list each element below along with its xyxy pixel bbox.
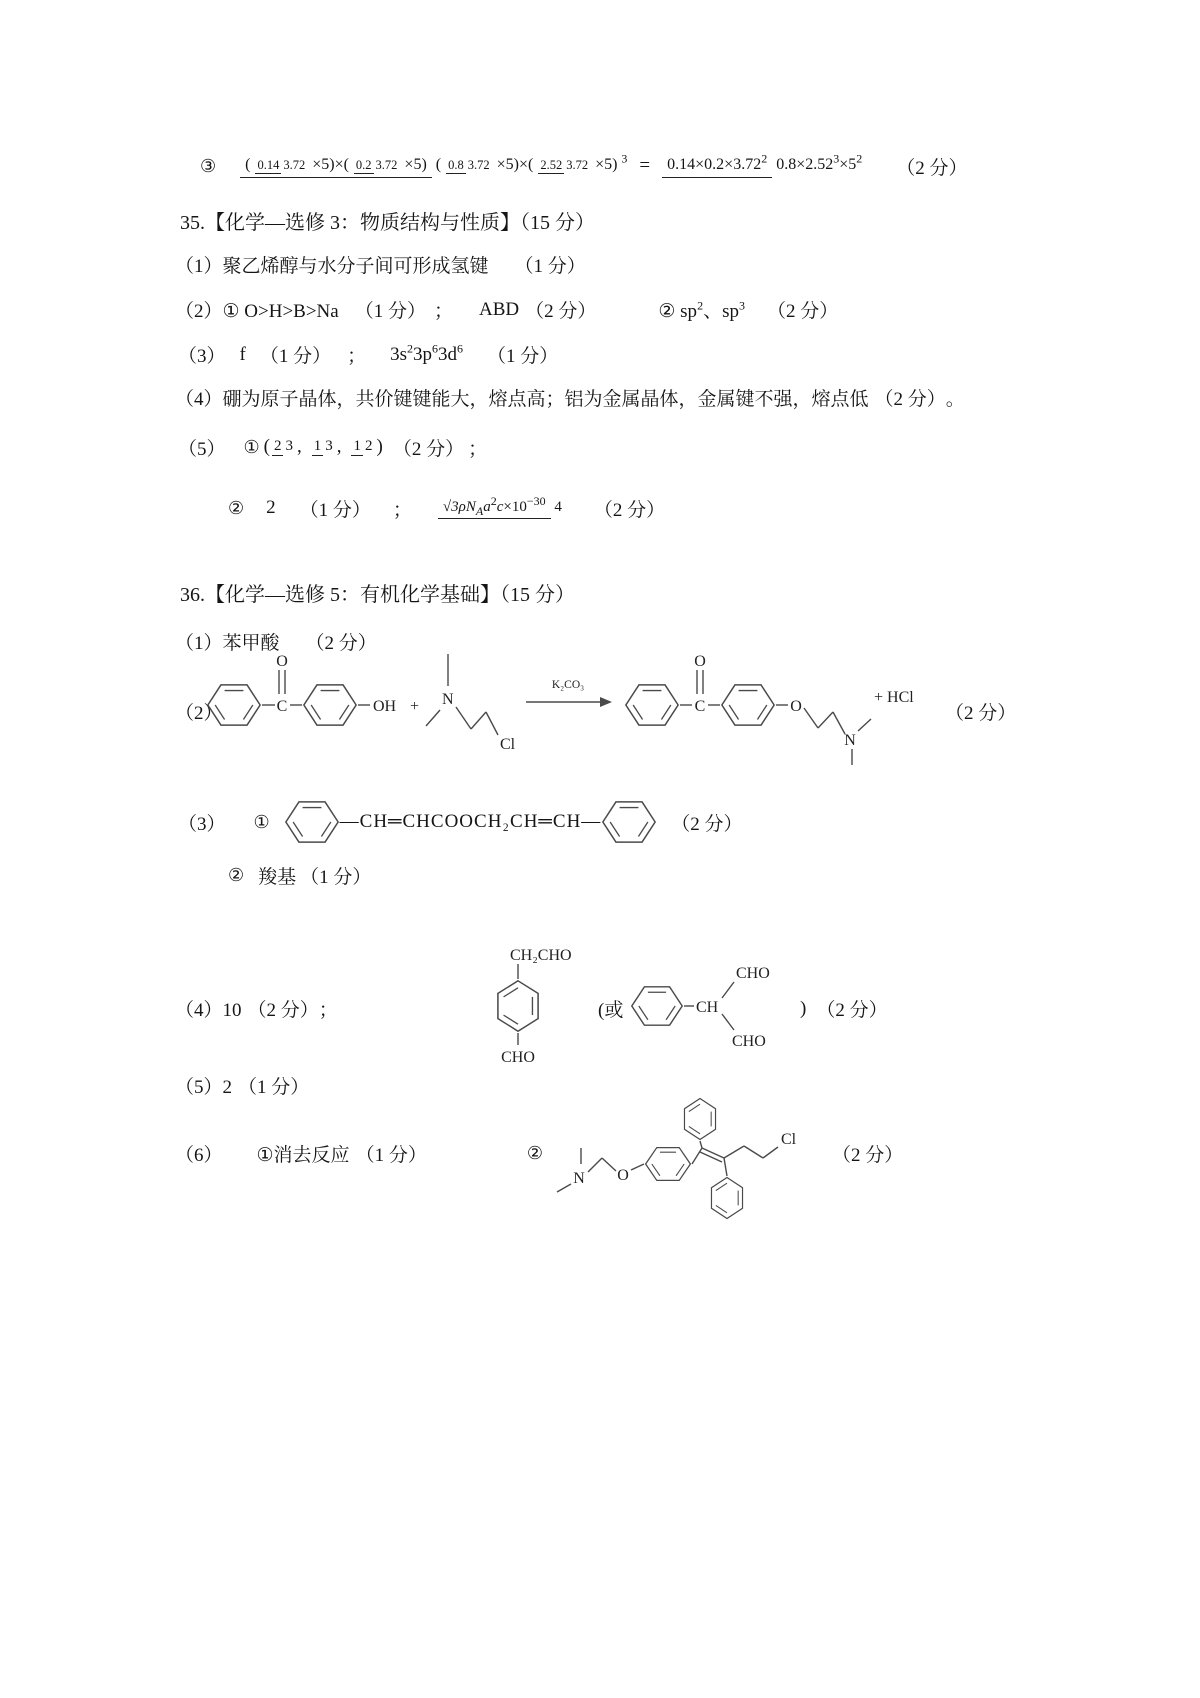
answer-text-sp: ② $sp^2$、$sp^3$ <box>658 298 745 322</box>
ether-oxygen-label: O <box>617 1167 629 1184</box>
product-nitrogen-label: N <box>844 732 856 749</box>
benzene-ring-right <box>601 800 657 844</box>
comma: , <box>336 436 342 457</box>
separator: ； <box>318 1000 338 1021</box>
separator: ； <box>433 301 453 322</box>
or-close-text: ) <box>800 997 807 1019</box>
score-badge: （1 分） <box>259 346 332 367</box>
separator: ； <box>468 438 488 460</box>
score-36-6 <box>832 1140 903 1167</box>
rhs-num: 0.14×0.2×3.72 <box>667 156 762 174</box>
paren-close: ) <box>376 436 383 457</box>
score-badge: （2 分） <box>392 438 465 460</box>
score-badge: （2 分） <box>874 389 946 410</box>
answer-line-35-3 <box>178 341 558 368</box>
answer-text: （1）苯甲酸 <box>175 633 280 654</box>
ester-chain-text: —CH═CHCOOCH₂CH═CH— <box>339 811 602 832</box>
title-text: 36.【化学—选修 5：有机化学基础】（15 分） <box>180 584 575 606</box>
small-fraction: 2.52 3.72 <box>540 158 589 173</box>
item-label: （5） <box>178 438 226 460</box>
score-badge: （2 分） <box>671 813 743 835</box>
period: 。 <box>945 389 965 410</box>
answer-line-36-5 <box>175 1072 309 1099</box>
lhs-den-end: ×5) <box>595 156 618 174</box>
score-badge: （2 分） <box>766 301 839 322</box>
answer-line-35-2 <box>175 296 838 323</box>
item-number-3: ③ <box>200 155 217 177</box>
density-formula-fraction: $√3\rho N_Aa^2c\times 10^{-30}$ 4 <box>438 497 562 519</box>
score-badge: （2 分） <box>525 301 597 322</box>
coord-fraction: 2 3 <box>273 438 293 455</box>
product-skeleton <box>626 670 871 765</box>
item-label: （2） <box>175 703 223 724</box>
answer-line-34-3 <box>200 126 968 206</box>
score-badge: （2 分） <box>896 157 968 179</box>
lhs-den-mid: ×5)×( <box>496 156 534 174</box>
small-fraction: 0.2 3.72 <box>355 158 398 173</box>
tamoxifen-skeleton <box>557 1098 778 1218</box>
sub-item-2: ② <box>526 1143 543 1164</box>
sub-item-2: ② <box>228 497 245 519</box>
reaction-arrow <box>526 697 612 707</box>
structure-b-svg <box>630 948 795 1060</box>
answer-text: （4）10 <box>175 1000 242 1021</box>
answer-line-35-5a <box>178 424 487 470</box>
separator: ； <box>392 499 412 521</box>
structure-a-skeleton <box>498 964 538 1045</box>
carbonyl-oxygen-label: O <box>276 653 288 670</box>
score-badge: （1 分） <box>300 867 372 888</box>
comma: , <box>296 436 302 457</box>
plus-sign: + <box>410 698 420 715</box>
amine-nitrogen-label: N <box>573 1170 585 1187</box>
cho-label: CHO <box>501 1049 535 1066</box>
amine-nitrogen-label: N <box>442 691 454 708</box>
separator: ； <box>347 346 367 367</box>
rhs-fraction <box>662 151 863 177</box>
question-35-title <box>180 206 595 235</box>
answer-line-36-4 <box>175 995 338 1022</box>
score-badge: （2 分） <box>305 633 377 654</box>
rhs-den-exp2: 2 <box>856 151 863 166</box>
cho-lower-label: CHO <box>732 1033 766 1050</box>
electron-config: $3s^23p^63d^6$ <box>390 341 464 365</box>
coord-fraction: 1 2 <box>353 438 373 455</box>
score-badge: （2 分） <box>832 1145 904 1166</box>
rhs-den: 0.8×2.52 <box>776 156 834 174</box>
score-badge: （1 分） <box>354 301 426 322</box>
catalyst-label: K₂CO₃ <box>551 679 585 691</box>
score-36-2 <box>945 698 1016 725</box>
answer-text: （1）聚乙烯醇与水分子间可形成氢键 <box>175 256 489 277</box>
ch-label: CH <box>696 999 719 1016</box>
lhs-den-paren: ( <box>435 156 442 174</box>
answer-line-36-3a <box>178 798 743 846</box>
hydroxyl-label: OH <box>373 698 397 715</box>
hcl-byproduct-label: + HCl <box>874 689 914 706</box>
question-36-title <box>180 578 575 607</box>
sub-item-1: ① <box>253 811 270 833</box>
title-text: 35.【化学—选修 3：物质结构与性质】（15 分） <box>180 212 595 234</box>
lhs-num-end: ×5) <box>404 156 427 174</box>
answer-line-35-5b <box>228 482 665 534</box>
score-badge: （2 分） <box>945 703 1017 724</box>
lhs-fraction <box>240 151 628 177</box>
score-badge: （1 分） <box>238 1077 310 1098</box>
structure-a-svg <box>482 938 602 1074</box>
answer-text: 羧基 <box>258 867 297 888</box>
answer-text: （5）2 <box>175 1077 233 1098</box>
answer-line-35-1 <box>175 251 586 278</box>
answer-text: （4）硼为原子晶体，共价键键能大，熔点高；铝为金属晶体，金属键不强，熔点低 <box>175 389 869 410</box>
answer-line-36-6 <box>175 1140 543 1167</box>
answer-line-36-3b <box>228 862 371 889</box>
rhs-den-2: ×5 <box>839 156 857 174</box>
paren-open: ( <box>263 436 270 457</box>
tamoxifen-structure-svg <box>545 1088 820 1263</box>
score-badge: （2 分） <box>593 499 666 521</box>
answer-value: 2 <box>266 497 276 518</box>
lhs-num-paren: ( <box>245 156 251 174</box>
ether-oxygen-label: O <box>790 698 802 715</box>
score-badge: （2 分） <box>247 1000 319 1021</box>
answer-text-abd: ABD <box>478 298 520 320</box>
lhs-den-exponent: 3 <box>621 151 628 166</box>
answer-line-35-4 <box>175 384 965 411</box>
small-fraction: 0.8 3.72 <box>448 158 490 173</box>
sub-item-2: ② <box>228 865 245 886</box>
carbonyl-carbon-label: C <box>276 698 288 715</box>
reaction-scheme-svg <box>190 630 1020 795</box>
chlorine-label: Cl <box>781 1131 797 1148</box>
score-badge: （1 分） <box>514 256 586 277</box>
benzene-ring-left <box>284 800 340 844</box>
chlorine-label: Cl <box>500 736 516 753</box>
rhs-num-exp: 2 <box>761 151 768 166</box>
answer-text-f: f <box>239 343 246 365</box>
reactant-ketophenol-skeleton <box>208 670 370 725</box>
rhs-den-exp1: 3 <box>833 151 840 166</box>
product-carbonyl-oxygen-label: O <box>694 653 706 670</box>
or-close-score <box>800 995 888 1022</box>
score-badge: （1 分） <box>299 499 371 521</box>
chloroamine-skeleton <box>426 654 498 735</box>
structure-b-skeleton <box>632 982 734 1030</box>
answer-text: （2）① O>H>B>Na <box>175 301 339 322</box>
ch2cho-label: CH₂CHO <box>510 947 572 964</box>
score-badge: （2 分） <box>816 1000 888 1021</box>
item-label: （6） <box>175 1145 223 1166</box>
score-badge: （1 分） <box>487 346 559 367</box>
coord-fraction: 1 3 <box>313 438 333 455</box>
or-open-text: (或 <box>598 1000 624 1021</box>
or-open <box>598 995 623 1022</box>
cho-upper-label: CHO <box>736 965 770 982</box>
score-badge: （1 分） <box>355 1145 427 1166</box>
item-label: （3） <box>178 346 226 367</box>
sub-item-1: ① <box>243 436 260 458</box>
product-carbonyl-carbon-label: C <box>694 698 706 715</box>
lhs-num-mid: ×5)×( <box>312 156 349 174</box>
equals-sign: = <box>639 155 651 176</box>
item-label: （3） <box>178 813 226 835</box>
answer-text: ①消去反应 <box>256 1145 350 1166</box>
small-fraction: 0.14 3.72 <box>257 158 306 173</box>
